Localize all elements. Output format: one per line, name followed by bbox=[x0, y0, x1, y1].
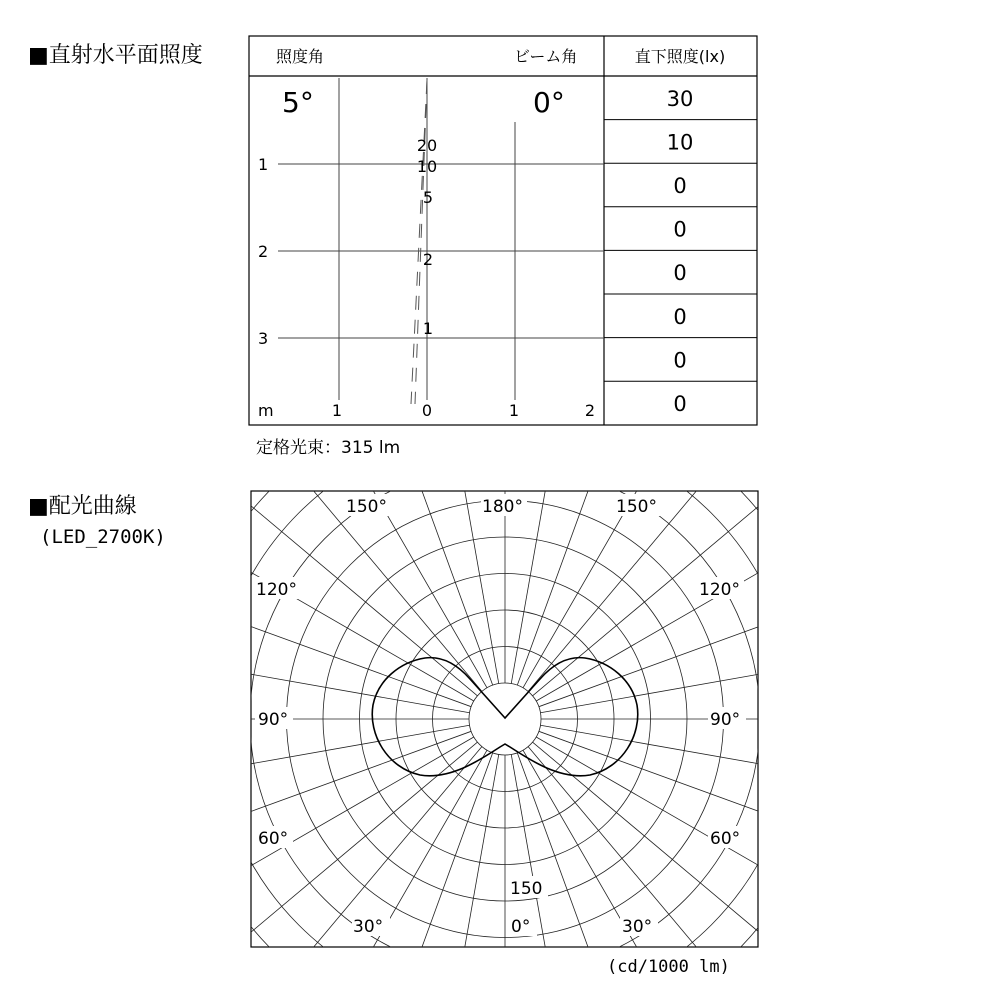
angle-label-bottom-center: 0° bbox=[511, 917, 531, 937]
angle-label-top-right: 150° bbox=[616, 497, 657, 517]
angle-label-lower-left: 60° bbox=[258, 829, 289, 849]
cone-label-20: 20 bbox=[416, 136, 438, 155]
lux-value: 10 bbox=[666, 130, 694, 155]
angle-label-bottom-right: 30° bbox=[622, 917, 653, 937]
angle-label-upper-left: 120° bbox=[256, 580, 297, 600]
illuminance-diagram bbox=[0, 0, 1000, 470]
lux-value: 0 bbox=[673, 392, 687, 416]
lux-value: 0 bbox=[673, 174, 687, 198]
unit-label: (cd/1000 lm) bbox=[607, 957, 730, 977]
distribution-heading: ■配光曲線 bbox=[28, 494, 137, 519]
col-mid-label: ビーム角 bbox=[514, 47, 578, 66]
cone-label-2: 2 bbox=[422, 250, 434, 269]
distance-label-3: 3 bbox=[258, 329, 269, 348]
polar-diagram bbox=[0, 470, 1000, 1000]
axis-label-right-2: 2 bbox=[584, 401, 596, 420]
lux-value: 0 bbox=[673, 304, 687, 329]
axis-label-0: 0 bbox=[421, 401, 433, 420]
angle-label-lower-right: 60° bbox=[710, 829, 741, 849]
angle-label-top-left: 150° bbox=[346, 497, 387, 517]
angle-label-mid-left: 90° bbox=[258, 710, 289, 730]
cone-label-10: 10 bbox=[416, 157, 438, 176]
col-right-label: 直下照度(lx) bbox=[634, 47, 726, 66]
scale-label: 150 bbox=[510, 879, 543, 899]
axis-label-m: m bbox=[258, 401, 274, 420]
distribution-subheading: (LED_2700K) bbox=[40, 526, 166, 548]
cone-label-5: 5 bbox=[422, 188, 434, 207]
angle-label-upper-right: 120° bbox=[699, 580, 740, 600]
rated-flux: 定格光束：315 lm bbox=[256, 438, 401, 458]
lux-value: 0 bbox=[673, 217, 687, 242]
lux-value: 30 bbox=[666, 86, 694, 111]
illum-angle-value: 5° bbox=[282, 86, 314, 119]
angle-label-top-center: 180° bbox=[482, 497, 523, 517]
distance-label-1: 1 bbox=[258, 155, 269, 174]
illuminance-heading: ■直射水平面照度 bbox=[28, 43, 203, 68]
lux-value: 0 bbox=[673, 348, 687, 373]
cone-label-1: 1 bbox=[422, 319, 434, 338]
axis-label-left-1: 1 bbox=[331, 401, 343, 420]
col-left-label: 照度角 bbox=[276, 47, 325, 66]
lux-value: 0 bbox=[673, 261, 687, 286]
beam-angle-value: 0° bbox=[533, 86, 565, 119]
axis-label-right-1: 1 bbox=[508, 401, 520, 420]
angle-label-mid-right: 90° bbox=[710, 710, 741, 730]
distance-label-2: 2 bbox=[258, 242, 269, 261]
angle-label-bottom-left: 30° bbox=[353, 917, 384, 937]
